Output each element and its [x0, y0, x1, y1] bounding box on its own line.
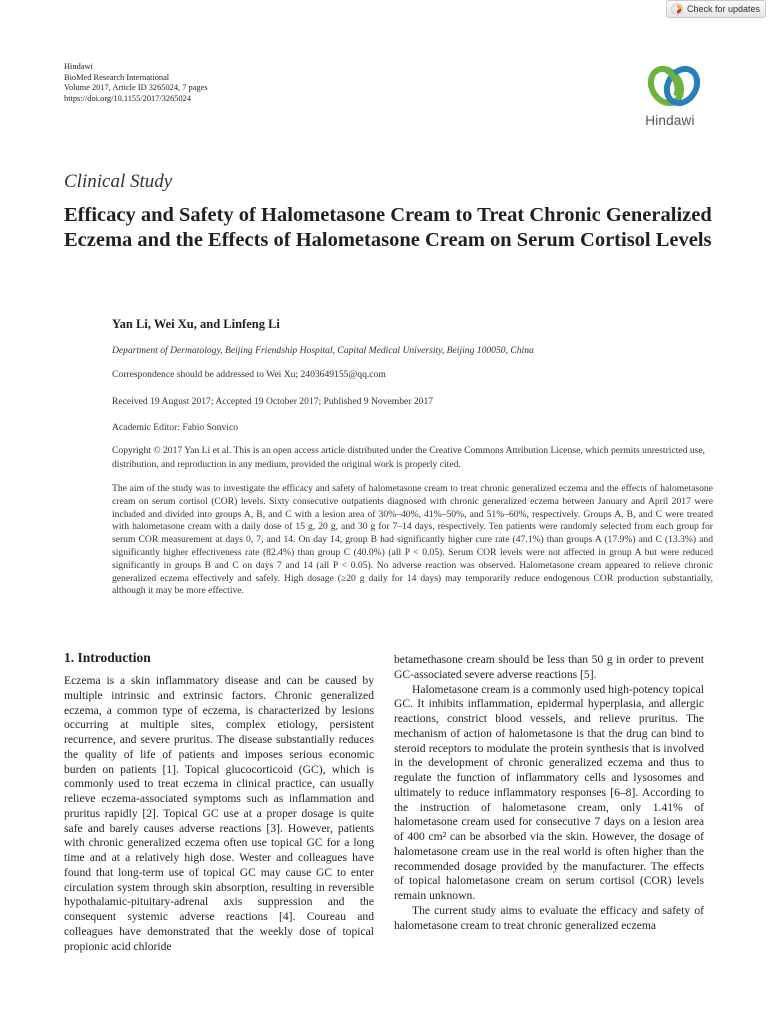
body-column-left: [64, 674, 374, 954]
publisher-name: Hindawi: [64, 62, 93, 71]
body-paragraph: Eczema is a skin inflammatory disease and can be caused by multiple intrinsic and extrinsic factors. Chronic generalized eczema, a common type of eczema, is characterized by lesions occurring at multiple sites, complex etiology, persistent recurrence, and severe pruritus. The disease substantially reduces the quality of life of patients and imposes serious economic burden on patients [1]. Topical glucocorticoid (GC), which is commonly used to treat eczema in clinical practice, can usually relieve eczema-associated symptoms such as inflammation and pruritus rapidly [2]. Topical GC use at a proper dosage is quite safe and barely causes adverse reactions [3]. However, patients with chronic generalized eczema often use topical GC for a long time and at a relatively high dose. Wester and colleagues have found that long-term use of topical GC may cause GC to enter circulation system through skin absorption, resulting in reversible hypothalamic-pituitary-adrenal axis suppression and the consequent systemic adverse reactions [4]. Coureau and colleagues have demonstrated that the weekly dose of topical propionic acid chloride: [64, 674, 374, 953]
article-title: Efficacy and Safety of Halometasone Cream to Treat Chronic Generalized Eczema and the Effects of Halometasone Cream on Serum Cortisol Levels: [64, 204, 712, 251]
body-paragraph: Halometasone cream is a commonly used high-potency topical GC. It inhibits inflammation, epidermal hyperplasia, and allergic reactions, constrict blood vessels, and relieve pruritus. The mechanism of action of halometasone is that the drug can bind to steroid receptors to modulate the protein synthesis that is involved in the development of chronic generalized eczema and thus to regulate the function of inflammatory cells and lysosomes and ultimately to reduce inflammatory responses [6–8]. According to the instruction of halometasone cream, only 1.41% of halometasone cream used for consecutive 7 days on a lesion area of 400 cm² can be absorbed via the skin. However, the dosage of halometasone cream use in the real world is often higher than the recommended dosage provided by the manufacturer. The effects of topical halometasone cream on serum cortisol (COR) levels remain unknown.: [394, 682, 704, 902]
body-paragraph: betamethasone cream should be less than 50 g in order to prevent GC-associated severe adverse reactions [5].: [394, 653, 704, 681]
body-column-right: [394, 653, 704, 933]
correspondence: Correspondence should be addressed to Wei Xu; 2403649155@qq.com: [112, 369, 386, 380]
check-for-updates-button[interactable]: [666, 0, 766, 18]
doi-link[interactable]: https://doi.org/10.1155/2017/3265024: [64, 93, 192, 103]
article-dates: Received 19 August 2017; Accepted 19 October 2017; Published 9 November 2017: [112, 396, 434, 407]
academic-editor: Academic Editor: Fabio Sonvico: [112, 422, 239, 433]
volume-info: Volume 2017, Article ID 3265024, 7 pages: [64, 83, 208, 93]
check-for-updates-label: Check for updates: [687, 4, 761, 14]
check-for-updates-icon: [671, 3, 683, 15]
journal-name: BioMed Research International: [64, 72, 170, 82]
section-heading-introduction: 1. Introduction: [64, 650, 151, 665]
article-authors: Yan Li, Wei Xu, and Linfeng Li: [112, 317, 280, 331]
copyright-notice: Copyright © 2017 Yan Li et al. This is an open access article distributed under the Creative Commons Attribution License, which permits unrestricted use, distribution, and reproduction in any medium, provided the original work is properly cited.: [112, 445, 706, 470]
hindawi-logo-text: Hindawi: [645, 113, 695, 128]
article-category: Clinical Study: [64, 171, 173, 192]
author-affiliation: Department of Dermatology, Beijing Friendship Hospital, Capital Medical University, Beijing 100050, China: [112, 345, 534, 356]
journal-meta: [64, 62, 208, 104]
abstract: The aim of the study was to investigate the efficacy and safety of halometasone cream to treat chronic generalized eczema and the effects of halometasone cream on serum cortisol (COR) levels. Sixty consecutive outpatients diagnosed with chronic generalized eczema between January and April 2017 were included and divided into groups A, B, and C with a lesion area of 30%–40%, 41%–50%, and 51%–60%, respectively. Groups A, B, and C were treated with halometasone cream with a daily dose of 15 g, 20 g, and 30 g for 7–14 days, respectively. Ten patients were randomly selected from each group for serum COR measurement at days 0, 7, and 14. On day 14, group B had significantly higher cure rate (47.1%) than groups A (17.9%) and C (13.3%) and significantly higher effectiveness rate (82.4%) than group C (40.0%) (all P < 0.05). Serum COR levels were not affected in group A but were reduced significantly in groups B and C on days 7 and 14 (all P < 0.05). No adverse reaction was observed. Halometasone cream appeared to relieve chronic generalized eczema effectively and safely. High dosage (≥20 g daily for 14 days) may temporarily reduce endogenous COR production substantially, although it may be more effective.: [112, 483, 713, 597]
body-paragraph: The current study aims to evaluate the efficacy and safety of halometasone cream to treat chronic generalized eczema: [394, 903, 704, 932]
